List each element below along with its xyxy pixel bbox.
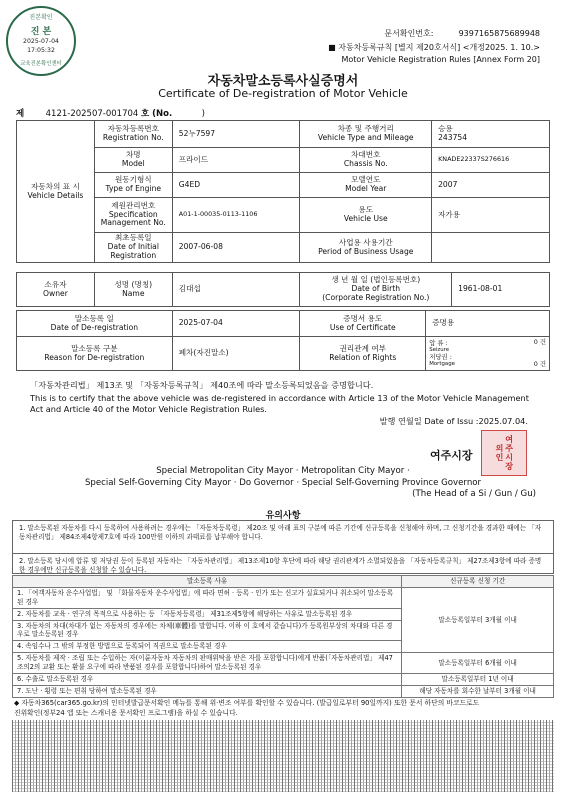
title-korean: 자동차말소등록사실증명서 <box>207 74 359 89</box>
doc-no-value: 9397165875689948 <box>458 29 540 38</box>
verification-line-1: ◆ 자동차365(car365.go.kr)의 인터넷발급문서확인 메뉴를 통해 위·변조 여부를 확인할 수 있습니다. (발급일로부터 90일까지) 또한 문서 하단의 바코드로도 <box>14 699 480 707</box>
seizure-label-ko: 압 류 : <box>429 338 448 347</box>
notice-row-reason: 6. 수출로 말소등록된 경우 <box>13 674 402 686</box>
first-reg-label-ko: 최초등록일 <box>114 233 152 243</box>
verification-notice <box>14 699 554 718</box>
cert-prefix: 제 <box>16 109 25 119</box>
dereg-date-label-en: Date of De-registration <box>50 322 139 332</box>
dereg-date-label-ko: 말소등록 일 <box>74 313 114 323</box>
authority-en-line2: Special Self-Governing City Mayor · Do Governor · Special Self-Governing Province Governor <box>84 478 482 488</box>
regulation-en: Motor Vehicle Registration Rules [Annex Form 20] <box>341 55 540 64</box>
mortgage-label-ko: 저당권 : <box>429 352 452 361</box>
rights-label-ko: 권리관계 여부 <box>339 343 387 353</box>
mortgage-label-en: Mortgage <box>429 360 455 367</box>
dob-label-ko: 생 년 월 일 (법인등록번호) <box>331 275 421 285</box>
authority-en-line1: Special Metropolitan City Mayor · Metropolitan City Mayor · <box>156 466 410 476</box>
name-label-en: Name <box>122 288 145 298</box>
engine-label-en: Type of Engine <box>105 184 162 193</box>
notice-paragraph-2-box <box>12 554 554 574</box>
rights-label-en: Relation of Rights <box>329 352 397 362</box>
use-value: 자가용 <box>432 198 550 233</box>
issue-date: 발행 연월일 Date of Issu :2025.07.04. <box>379 416 528 426</box>
verification-line-2: 진위확인(정부24 앱 또는 스캐너용 문서확인 프로그램)을 하실 수 있습니다. <box>14 708 238 717</box>
notice-row-period: 말소등록일부터 1년 이내 <box>402 674 554 686</box>
document-number <box>384 28 540 39</box>
stamp-time: 17:05:32 <box>27 47 55 54</box>
notice-row-reason: 4. 속임수나 그 밖의 부정한 방법으로 등록되어 직권으로 말소등록된 경우 <box>13 641 402 653</box>
spec-label-en: Specification Management No. <box>100 209 166 228</box>
dob-label-en: Date of Birth <box>351 284 401 294</box>
notice-col-reason: 말소등록 사유 <box>13 576 402 588</box>
notice-paragraphs <box>12 520 554 554</box>
period-value <box>432 233 550 263</box>
dob-label-en2: (Corporate Registration No.) <box>322 292 430 302</box>
regulation-ko: ■ 자동차등록규칙 [별지 제20호서식] <개정2025. 1. 10.> <box>328 43 540 52</box>
stamp-center-text: 진 본 <box>30 27 52 37</box>
notice-paragraph-1: 1. 말소등록된 자동차를 다시 등록하여 사용하려는 경우에는 「자동차등록령」 제20조 및 아래 표의 구분에 따른 기간에 신규등록을 신청해야 하며, 그 신청기간을 경과한 때에는 「자동차관리법」 제84조제4항제7호에 따라 100만원 이하의 과태료를 납부해야 합니다. <box>19 524 542 541</box>
notice-row-reason: 1. 「여객자동차 운수사업법」 및 「화물자동차 운수사업법」에 따라 면허 · 등록 · 인가 또는 신고가 실효되거나 취소되어 말소등록된 경우 <box>13 587 402 608</box>
authority-en-line3: (The Head of a Si / Gun / Gu) <box>412 489 536 499</box>
vehicle-section-en: Vehicle Details <box>27 190 84 200</box>
engine-label-ko: 원동기형식 <box>114 175 152 185</box>
use-label-en: Vehicle Use <box>343 214 388 223</box>
reason-label-en: Reason for De-registration <box>44 352 145 362</box>
spec-value: A01-1-00035-0113-1106 <box>172 198 300 233</box>
owner-label-ko: 소유자 <box>44 279 67 289</box>
chassis-label-en: Chassis No. <box>343 159 388 168</box>
period-label-en: Period of Business Usage <box>318 246 414 256</box>
type-label-ko: 차종 및 주행거리 <box>337 124 394 134</box>
doc-no-label: 문서확인번호: <box>384 29 434 38</box>
name-label-ko: 성명 (명칭) <box>114 279 153 289</box>
purpose-value: 증명용 <box>426 311 550 337</box>
vehicle-type-value: 승용 <box>438 124 453 134</box>
mileage-value: 243754 <box>438 133 468 142</box>
model-label-en: Model <box>121 159 145 168</box>
vehicle-details-table <box>16 120 550 263</box>
owner-name: 김대섭 <box>172 273 300 307</box>
certification-statement-en: This is to certify that the above vehicle was de-registered in accordance with Article 13 of the Motor Vehicle Management Act and Article 40 of the Motor Vehicle Registration Rules. <box>30 393 529 415</box>
model-value: 프라이드 <box>172 148 300 173</box>
engine-value: G4ED <box>172 173 300 198</box>
period-label-ko: 사업용 사용기간 <box>338 237 393 247</box>
reg-no-label-ko: 자동차등록번호 <box>107 124 159 134</box>
notice-row-reason: 3. 자동차의 차대(차대가 없는 자동차의 경우에는 차체(車體)를 말합니다. 이하 이 호에서 같습니다)가 등록원부상의 차대와 다른 경우로 말소등록된 경우 <box>13 620 402 641</box>
type-label-en: Vehicle Type and Mileage <box>317 133 414 142</box>
certification-statement-ko: 「자동차관리법」 제13조 및 「자동차등록규칙」 제40조에 따라 말소등록되었음을 증명합니다. <box>30 380 374 390</box>
notice-row-period: 말소등록일부터 6개월 이내 <box>402 653 554 674</box>
purpose-label-en: Use of Certificate <box>329 322 396 332</box>
notice-row-reason: 5. 자동차를 제작 · 조립 또는 수입하는 자(이륜자동차 자동차의 판매위탁을 받은 자를 포함합니다)에게 반품(「자동차관리법」 제47조의2의 교환 또는 환불 요구에 따라 반품된 경우를 포함합니다)하여 말소등록된 경우 <box>13 653 402 674</box>
notice-row-reason: 2. 자동차를 교육 · 연구의 목적으로 사용하는 등 「자동차등록령」 제31조제5항에 해당하는 사유로 말소등록된 경우 <box>13 608 402 620</box>
issuing-authority-ko: 여주시장 <box>430 449 473 462</box>
cert-no-value: 4121-202507-001704 <box>45 109 139 119</box>
notice-paragraph-2: 2. 말소등록 당시에 압류 및 저당권 등이 등록된 자동차는 「자동차관리법」 제13조제10항 후단에 따라 해당 권리관계가 소멸되었음을 「자동차등록규칙」 제27조제3항에 따라 증명한 경우에만 신규등록을 신청할 수 있습니다. <box>19 557 542 574</box>
spec-label-ko: 제원관리번호 <box>111 200 156 210</box>
authenticity-stamp <box>6 6 76 76</box>
notice-title: 유의사항 <box>265 511 301 521</box>
owner-dob: 1961-08-01 <box>452 273 550 307</box>
chassis-value: KNADE22337S276616 <box>432 148 550 173</box>
notice-col-period: 신규등록 신청 기간 <box>402 576 554 588</box>
cert-suffix: 호 (No. <box>141 109 173 119</box>
reg-no-value: 52누7597 <box>172 121 300 148</box>
certificate-number <box>16 107 205 119</box>
chassis-label-ko: 차대번호 <box>351 150 381 160</box>
seizure-value: 0 건 <box>533 338 546 347</box>
stamp-top-text: 진본확인 <box>29 14 53 21</box>
stamp-date: 2025-07-04 <box>23 38 59 45</box>
dereg-date-value: 2025-07-04 <box>172 311 300 337</box>
seal-text: 여주시장의인 <box>495 435 514 471</box>
stamp-bottom-text: 교육진본확인센터 <box>20 61 62 67</box>
year-label-en: Model Year <box>345 184 387 193</box>
mortgage-value: 0 건 <box>533 359 546 368</box>
first-reg-label-en: Date of Initial Registration <box>107 242 159 260</box>
purpose-label-ko: 증명서 용도 <box>343 313 383 323</box>
seizure-label-en: Seizure <box>429 347 450 354</box>
vehicle-section-label <box>17 121 95 263</box>
first-reg-value: 2007-06-08 <box>172 233 300 263</box>
reg-no-label-en: Registration No. <box>102 133 164 142</box>
notice-table <box>12 575 554 698</box>
reason-value: 폐차(자진말소) <box>172 337 300 371</box>
model-label-ko: 차명 <box>125 150 141 160</box>
notice-row-reason: 7. 도난 · 횡령 또는 편취 당하여 말소등록된 경우 <box>13 685 402 697</box>
year-value: 2007 <box>432 173 550 198</box>
reason-label-ko: 말소등록 구분 <box>71 343 118 353</box>
notice-row-period: 말소등록일부터 3개월 이내 <box>402 587 554 652</box>
owner-label-en: Owner <box>43 288 68 298</box>
vehicle-section-ko: 자동차의 표 시 <box>31 181 80 191</box>
title-english: Certificate of De-registration of Motor Vehicle <box>158 87 408 100</box>
use-label-ko: 용도 <box>358 205 374 215</box>
owner-table <box>16 272 550 307</box>
notice-row-period: 해당 자동차를 회수한 날부터 3개월 이내 <box>402 685 554 697</box>
security-barcode <box>12 720 554 792</box>
year-label-ko: 모델연도 <box>351 175 381 185</box>
cert-close: ) <box>201 109 205 119</box>
deregistration-table <box>16 310 550 371</box>
